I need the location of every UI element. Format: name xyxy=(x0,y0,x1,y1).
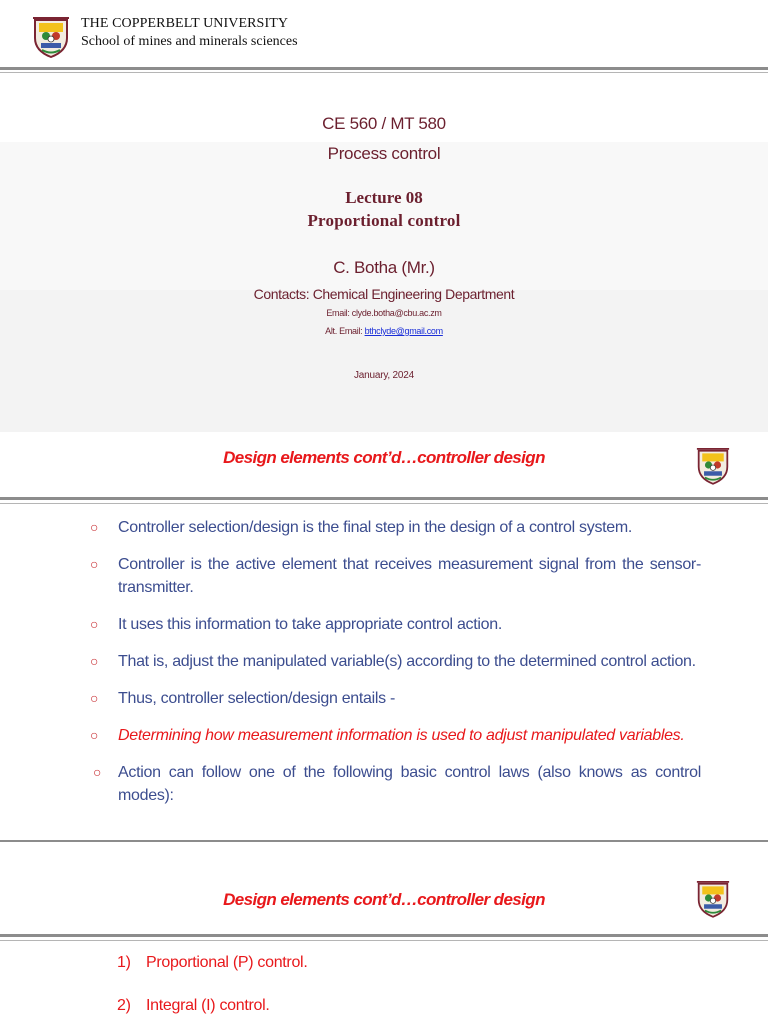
title-slide xyxy=(0,0,768,432)
course-name: Process control xyxy=(327,144,441,163)
list-item-emphasis: ○ Determining how measurement information is used to adjust manipulated variables. xyxy=(0,724,768,747)
lecture-title: Proportional control xyxy=(307,211,461,230)
bullet-circle-icon: ○ xyxy=(93,764,102,780)
author-name: C. Botha (Mr.) xyxy=(333,258,435,277)
list-item: ○ Controller selection/design is the final step in the design of a control system. xyxy=(0,516,768,539)
item-number: 1) xyxy=(117,954,131,971)
slide-heading: Design elements cont’d…controller design xyxy=(223,448,545,467)
lecture-date: January, 2024 xyxy=(353,370,415,381)
list-item: ○ Thus, controller selection/design entails - xyxy=(0,687,768,710)
item-number: 2) xyxy=(117,997,131,1014)
university-crest-logo xyxy=(32,14,70,58)
bullet-list xyxy=(0,516,768,821)
header-divider-thin xyxy=(0,72,768,73)
email-line: Email: clyde.botha@cbu.ac.zm xyxy=(326,308,442,318)
slide-heading: Design elements cont’d…controller design xyxy=(223,890,545,909)
list-item: ○ It uses this information to take appropriate control action. xyxy=(0,613,768,636)
university-crest-logo xyxy=(696,444,730,486)
heading-divider xyxy=(0,934,768,937)
content-slide-control-modes xyxy=(0,842,768,1024)
university-crest-logo xyxy=(696,876,730,920)
bullet-circle-icon: ○ xyxy=(90,556,99,572)
bullet-circle-icon: ○ xyxy=(90,519,99,535)
university-name: THE COPPERBELT UNIVERSITY xyxy=(81,16,289,31)
heading-divider xyxy=(0,497,768,500)
bullet-circle-icon: ○ xyxy=(90,727,99,743)
bullet-circle-icon: ○ xyxy=(90,690,99,706)
list-item: ○ That is, adjust the manipulated variable(s) according to the determined control action. xyxy=(0,650,768,673)
header-divider xyxy=(0,67,768,70)
bullet-circle-icon: ○ xyxy=(90,616,99,632)
school-name: School of mines and minerals sciences xyxy=(81,34,298,49)
heading-divider-thin xyxy=(0,503,768,504)
heading-divider-thin xyxy=(0,940,768,941)
list-item xyxy=(0,995,768,1017)
bullet-circle-icon: ○ xyxy=(90,653,99,669)
control-modes-list xyxy=(0,952,768,1024)
item-text: Integral (I) control. xyxy=(146,997,270,1014)
list-item: ○ Action can follow one of the following basic control laws (also knows as control modes): xyxy=(0,761,768,807)
list-item xyxy=(0,952,768,974)
alt-email-label: Alt. Email: xyxy=(325,326,365,336)
alt-email-link[interactable]: bthclyde@gmail.com xyxy=(364,326,443,336)
item-text: Proportional (P) control. xyxy=(146,954,308,971)
lecture-number: Lecture 08 xyxy=(345,188,423,207)
list-item: ○ Controller is the active element that receives measurement signal from the sensor-transmitter. xyxy=(0,553,768,599)
contacts-line: Contacts: Chemical Engineering Department xyxy=(253,286,515,302)
course-code: CE 560 / MT 580 xyxy=(322,114,446,133)
alt-email-line xyxy=(0,326,768,336)
content-slide-controller-design xyxy=(0,432,768,842)
